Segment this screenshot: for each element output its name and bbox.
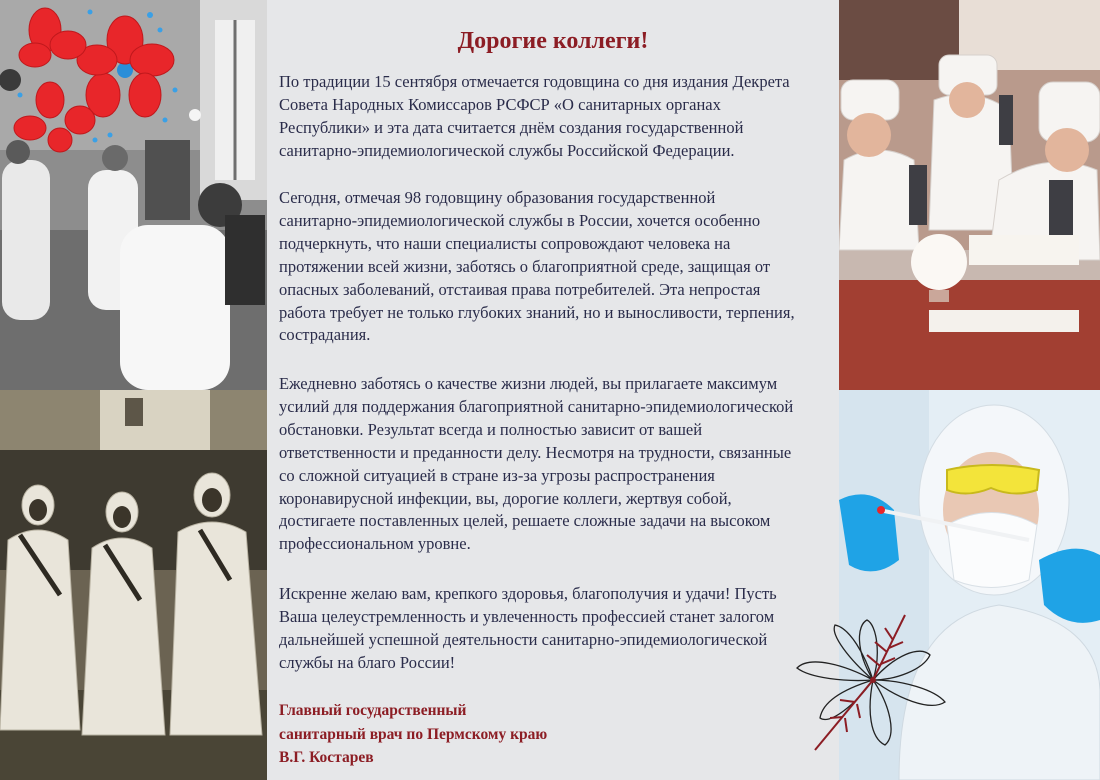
text-line: службы на благо России! [279, 652, 456, 672]
text-line: Совета Народных Комиссаров РСФСР «О санитарных органах [279, 94, 721, 114]
text-line: ответственности и преданности делу. Несмотря на трудности, связанные [279, 442, 792, 462]
paragraph-2 [279, 187, 831, 347]
text-line: подчеркнуть, что наши специалисты сопровождают человека на [279, 233, 731, 253]
page-title: Дорогие коллеги! [457, 28, 649, 54]
text-line: Ваша целеустремленность и увлеченность профессией станет залогом [279, 606, 775, 626]
text-line: со сложной ситуацией в стране из-за угрозы распространения [279, 465, 715, 485]
text-line: санитарно-эпидемиологической службы Российской Федерации. [279, 140, 735, 160]
text-line: санитарно-эпидемиологической службы в России, хочется особенно [279, 210, 761, 230]
paragraph-4 [279, 583, 831, 675]
paragraph-3 [279, 373, 831, 556]
text-line: коронавирусной инфекции, вы, дорогие коллеги, жертвуя собой, [279, 488, 732, 508]
paragraph-1 [279, 71, 831, 163]
photo-students-microscopes [839, 0, 1100, 390]
signature-line: Главный государственный [279, 702, 467, 719]
text-line: опасных заболеваний, отстаивая права потребителей. Эта непростая [279, 279, 761, 299]
text-line: обстановки. Результат всегда и полностью зависит от вашей [279, 419, 703, 439]
photo-nurses-protective-gowns [0, 390, 267, 780]
text-line: сострадания. [279, 325, 371, 345]
signature-name: В.Г. Костарев [279, 749, 374, 766]
text-line: Искренне желаю вам, крепкого здоровья, благополучия и удачи! Пусть [279, 584, 777, 603]
text-line: профессиональном уровне. [279, 534, 471, 554]
text-line: достигаете поставленных целей, решаете сложные задачи на высоком [279, 511, 771, 531]
text-line: протяжении всей жизни, заботясь о благоприятной среде, защищая от [279, 256, 771, 276]
text-line: Ежедневно заботясь о качестве жизни людей, вы прилагаете максимум [279, 374, 778, 393]
signature-block [279, 699, 547, 770]
text-line: По традиции 15 сентября отмечается годовщина со дня издания Декрета [279, 72, 790, 91]
signature-line: санитарный врач по Пермскому краю [279, 725, 548, 743]
text-line: Республики» и эта дата считается днём создания государственной [279, 117, 744, 137]
flower-outline-icon [785, 600, 960, 760]
text-line: работа требует не только глубоких знаний, но и выносливости, терпения, [279, 302, 795, 322]
photo-lab-archive [0, 0, 267, 390]
text-line: усилий для поддержания благоприятной санитарно-эпидемиологической [279, 396, 794, 416]
text-line: дальнейшей успешной деятельности санитарно-эпидемиологической [279, 629, 768, 649]
text-line: Сегодня, отмечая 98 годовщину образования государственной [279, 188, 716, 207]
letter-panel [267, 0, 839, 780]
